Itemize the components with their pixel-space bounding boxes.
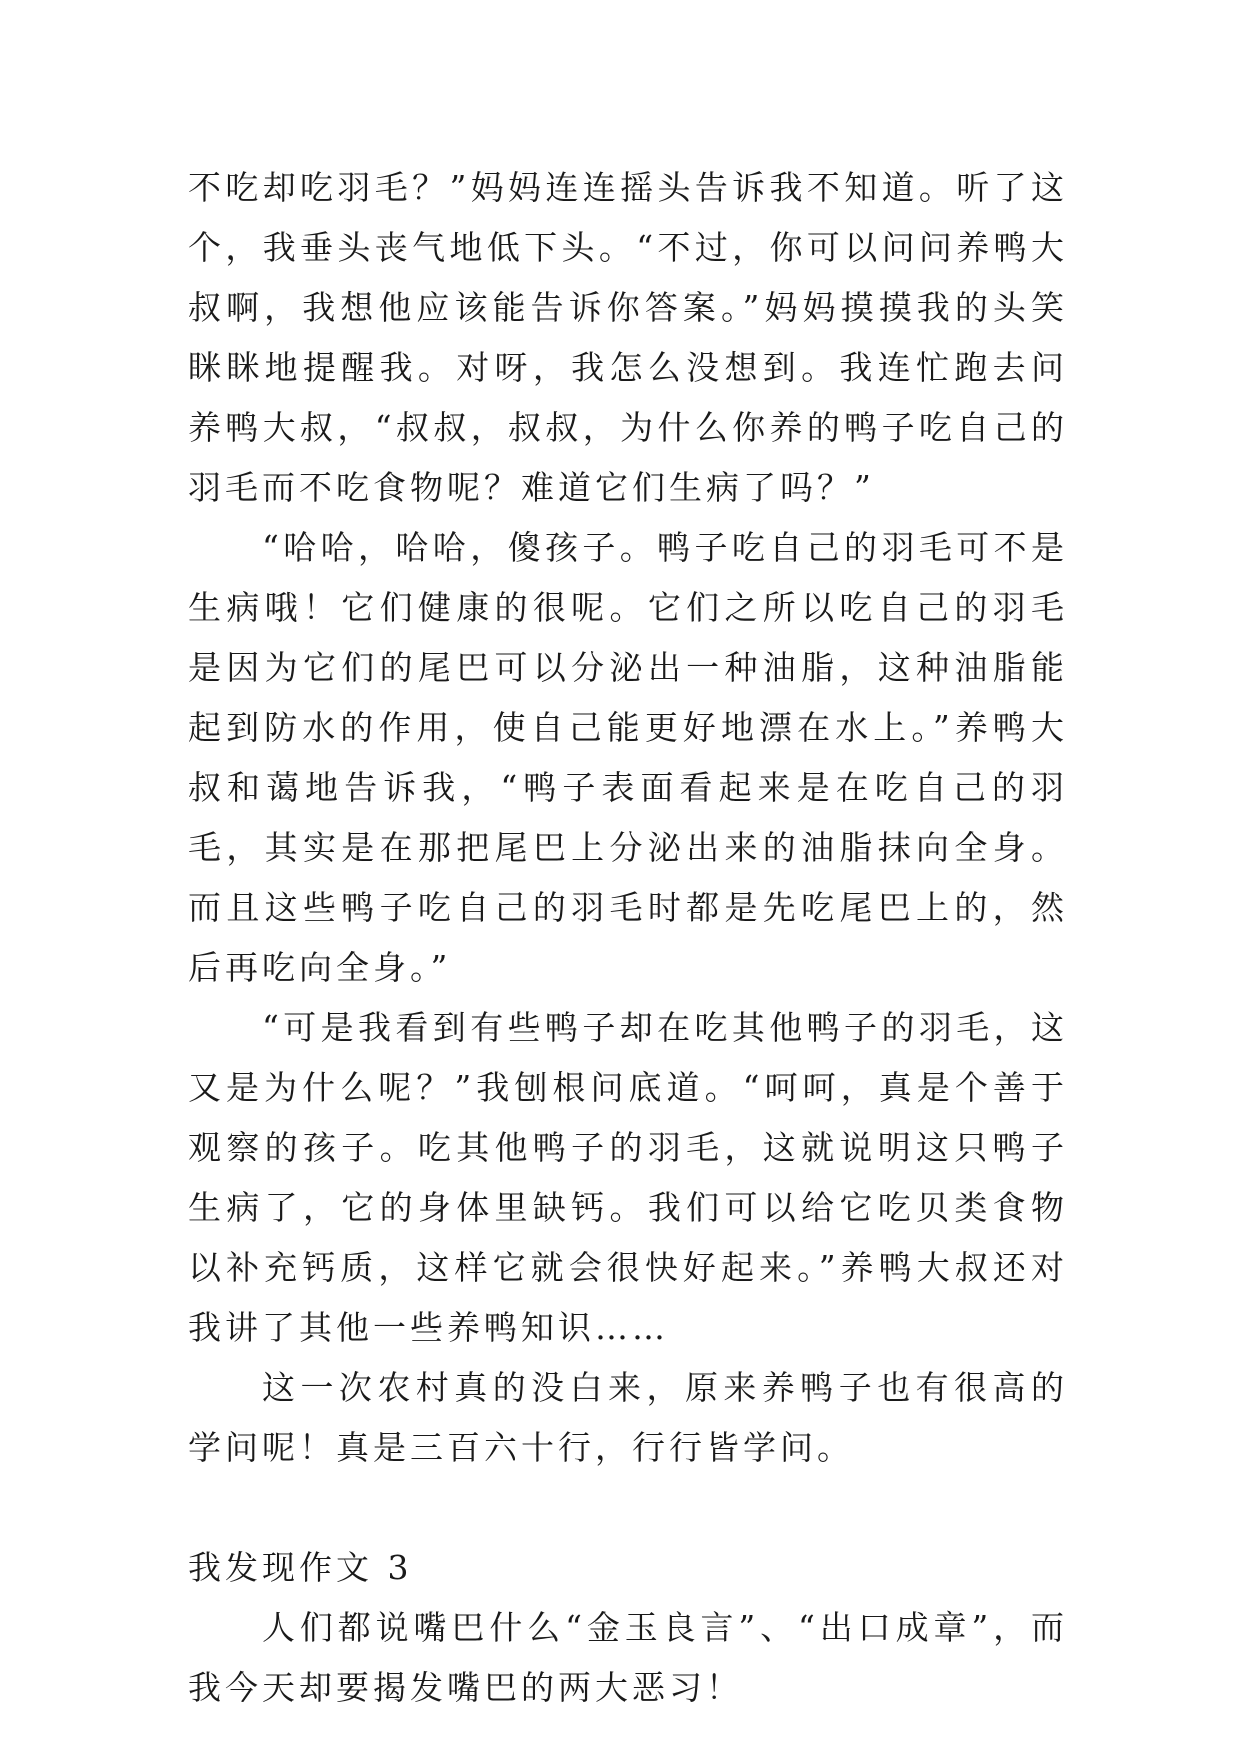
paragraph-2: “哈哈，哈哈，傻孩子。鸭子吃自己的羽毛可不是生病哦！它们健康的很呢。它们之所以吃自己的羽毛是因为它们的尾巴可以分泌出一种油脂，这种油脂能起到防水的作用，使自己能更好地漂在水上。”养鸭大叔和蔼地告诉我，“鸭子表面看起来是在吃自己的羽毛，其实是在那把尾巴上分泌出来的油脂抹向全身。而且这些鸭子吃自己的羽毛时都是先吃尾巴上的，然后再吃向全身。”: [188, 528, 1068, 987]
document-body: [188, 158, 1068, 1718]
section-title: 我发现作文 3: [188, 1548, 413, 1587]
paragraph-3: “可是我看到有些鸭子却在吃其他鸭子的羽毛，这又是为什么呢？”我刨根问底道。“呵呵，真是个善于观察的孩子。吃其他鸭子的羽毛，这就说明这只鸭子生病了，它的身体里缺钙。我们可以给它吃贝类食物以补充钙质，这样它就会很快好起来。”养鸭大叔还对我讲了其他一些养鸭知识……: [188, 1008, 1068, 1347]
paragraph-1: 不吃却吃羽毛？”妈妈连连摇头告诉我不知道。听了这个，我垂头丧气地低下头。“不过，你可以问问养鸭大叔啊，我想他应该能告诉你答案。”妈妈摸摸我的头笑眯眯地提醒我。对呀，我怎么没想到。我连忙跑去问养鸭大叔，“叔叔，叔叔，为什么你养的鸭子吃自己的羽毛而不吃食物呢？难道它们生病了吗？”: [188, 168, 1068, 507]
paragraph-4: 这一次农村真的没白来，原来养鸭子也有很高的学问呢！真是三百六十行，行行皆学问。: [188, 1368, 1068, 1467]
paragraph-5: 人们都说嘴巴什么“金玉良言”、“出口成章”，而我今天却要揭发嘴巴的两大恶习！: [188, 1608, 1068, 1707]
